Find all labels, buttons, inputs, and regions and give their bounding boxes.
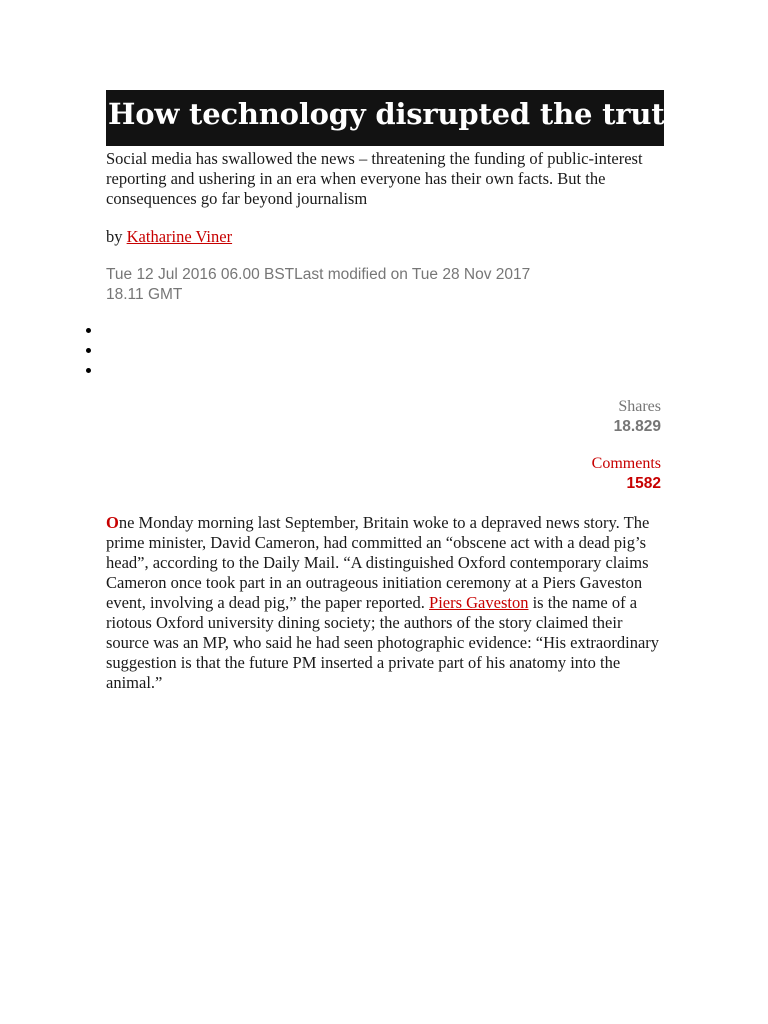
drop-cap: O (106, 513, 119, 532)
comment-count[interactable] (592, 454, 661, 494)
comments-value[interactable]: 1582 (626, 475, 661, 492)
byline-prefix: by (106, 227, 123, 246)
piers-gaveston-link[interactable]: Piers Gaveston (429, 593, 529, 612)
body-paragraph (106, 513, 664, 693)
body-text-after-link: is the name of a riotous Oxford university dining society; the authors of the story claimed their source was an MP, who said he had seen photographic evidence: “His extraordinary suggestion is that the future PM inserted a private part of his anatomy into the animal.” (106, 593, 660, 692)
share-count (592, 397, 661, 437)
article-body (106, 513, 664, 693)
body-text-before-link: ne Monday morning last September, Britain woke to a depraved news story. The prime minister, David Cameron, had committed an “obscene act with a dead pig’s head”, according to the Daily Mail. “A distinguished Oxford contemporary claims Cameron once took part in an outrageous initiation ceremony at a Piers Gaveston event, involving a dead pig,” the paper reported. (106, 513, 650, 612)
comments-label[interactable]: Comments (591, 455, 661, 472)
byline (106, 227, 664, 247)
bullet-icon (86, 368, 91, 373)
standfirst: Social media has swallowed the news – threatening the funding of public-interest reporting and ushering in an era when everyone has their own facts. But the consequences go far beyond journalism (106, 149, 643, 208)
bullet-icon (86, 348, 91, 353)
shares-value: 18.829 (613, 418, 661, 435)
bullet-icon (86, 328, 91, 333)
author-link[interactable]: Katharine Viner (126, 227, 233, 246)
headline: How technology disrupted the truth (106, 90, 664, 146)
dateline: Tue 12 Jul 2016 06.00 BSTLast modified on Tue 28 Nov 2017 18.11 GMT (106, 266, 531, 303)
shares-label: Shares (618, 398, 661, 415)
article-header (106, 90, 686, 305)
article-counts (592, 397, 661, 494)
